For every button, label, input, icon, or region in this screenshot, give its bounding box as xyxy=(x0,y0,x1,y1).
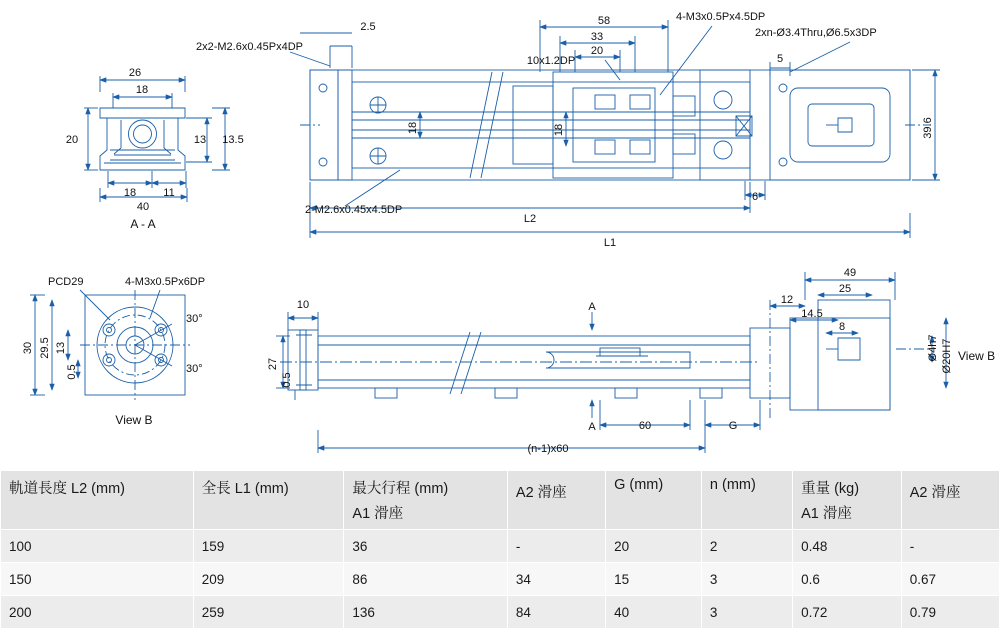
label-section-a-top: A xyxy=(588,301,596,313)
cell-stroke-a2: - xyxy=(507,530,605,563)
label-dim-18-carriage: 18 xyxy=(553,123,565,137)
label-section-aa: A - A xyxy=(130,217,156,231)
label-dim-l2: L2 xyxy=(523,213,537,225)
label-dim-60: 60 xyxy=(638,420,652,432)
label-angle-30-bot: 30° xyxy=(186,363,203,375)
cell-n: 3 xyxy=(701,596,792,629)
th-l1: 全長 L1 (mm) xyxy=(193,471,344,530)
label-dim-20: 20 xyxy=(65,134,79,146)
label-dia-4h7: Ø4h7 xyxy=(927,334,939,362)
label-dim-25: 25 xyxy=(838,283,852,295)
cell-stroke-a2: 84 xyxy=(507,596,605,629)
label-dim-5: 5 xyxy=(776,53,784,65)
label-dim-n1x60: (n-1)x60 xyxy=(527,443,569,455)
label-angle-30-top: 30° xyxy=(186,313,203,325)
table-row xyxy=(1,530,1000,563)
label-thread-2-m26: 2-M2.6x0.45x4.5DP xyxy=(305,204,403,216)
th-stroke-a1: 最大行程 (mm) A1 滑座 xyxy=(344,471,508,530)
label-view-b-right: View B xyxy=(958,349,996,363)
label-dim-10: 10 xyxy=(296,299,310,311)
label-dim-6: 6 xyxy=(751,191,759,203)
cell-weight-a1: 0.6 xyxy=(793,563,902,596)
cell-stroke-a1: 86 xyxy=(344,563,508,596)
label-dim-33: 33 xyxy=(590,31,604,43)
label-dim-29-5: 29.5 xyxy=(39,337,51,359)
label-dim-13-vb: 13 xyxy=(55,341,67,355)
cell-stroke-a2: 34 xyxy=(507,563,605,596)
cell-weight-a1: 0.48 xyxy=(793,530,902,563)
label-thread-2x2-m26: 2x2-M2.6x0.45Px4DP xyxy=(196,41,303,53)
cell-weight-a2: 0.67 xyxy=(901,563,999,596)
label-dim-18-bot: 18 xyxy=(123,187,137,199)
label-thread-2xn: 2xn-Ø3.4Thru,Ø6.5x3DP xyxy=(755,27,877,39)
specification-table-wrap xyxy=(0,470,1000,629)
cell-g: 20 xyxy=(606,530,702,563)
table-header-row xyxy=(1,471,1000,530)
label-dim-0-5: 0.5 xyxy=(281,372,293,388)
label-dim-l1: L1 xyxy=(603,237,617,249)
cell-l1: 159 xyxy=(193,530,344,563)
label-dim-g: G xyxy=(728,420,738,432)
label-dim-39-6: 39.6 xyxy=(922,117,934,139)
label-dim-0-5-vb: 0.5 xyxy=(66,364,78,380)
cell-l2: 150 xyxy=(1,563,194,596)
cell-stroke-a1: 36 xyxy=(344,530,508,563)
cell-g: 40 xyxy=(606,596,702,629)
label-dim-30: 30 xyxy=(22,341,34,355)
label-dim-13-5: 13.5 xyxy=(222,134,244,146)
th-weight-a1: 重量 (kg) A1 滑座 xyxy=(793,471,902,530)
cell-weight-a2: 0.79 xyxy=(901,596,999,629)
cell-weight-a1: 0.72 xyxy=(793,596,902,629)
label-dim-58: 58 xyxy=(597,15,611,27)
label-dim-13: 13 xyxy=(193,134,207,146)
specification-table xyxy=(0,470,1000,629)
th-n: n (mm) xyxy=(701,471,792,530)
cell-weight-a2: - xyxy=(901,530,999,563)
th-g: G (mm) xyxy=(606,471,702,530)
label-dim-18-top: 18 xyxy=(135,84,149,96)
table-row xyxy=(1,563,1000,596)
label-dim-11: 11 xyxy=(163,187,175,199)
label-dim-40: 40 xyxy=(136,201,150,213)
cell-n: 3 xyxy=(701,563,792,596)
label-dim-12: 12 xyxy=(780,294,794,306)
th-weight-a2: A2 滑座 xyxy=(901,471,999,530)
cell-l2: 100 xyxy=(1,530,194,563)
label-view-b: View B xyxy=(115,413,153,427)
table-row xyxy=(1,596,1000,629)
cell-l1: 259 xyxy=(193,596,344,629)
cell-l1: 209 xyxy=(193,563,344,596)
label-dim-2-5: 2.5 xyxy=(360,21,376,33)
label-pcd29: PCD29 xyxy=(48,276,84,288)
label-dim-20: 20 xyxy=(590,45,604,57)
label-dim-18-rail: 18 xyxy=(407,121,419,135)
label-thread-4-m3: 4-M3x0.5Px4.5DP xyxy=(676,11,766,23)
cell-g: 15 xyxy=(606,563,702,596)
label-dim-26: 26 xyxy=(128,67,142,79)
label-dia-20h7: Ø20H7 xyxy=(941,338,953,374)
label-dim-27: 27 xyxy=(267,357,279,371)
cell-n: 2 xyxy=(701,530,792,563)
label-dim-49: 49 xyxy=(843,267,857,279)
cell-l2: 200 xyxy=(1,596,194,629)
th-l2: 軌道長度 L2 (mm) xyxy=(1,471,194,530)
label-dim-14-5: 14.5 xyxy=(801,308,823,320)
th-stroke-a2: A2 滑座 xyxy=(507,471,605,530)
label-section-a-bot: A xyxy=(588,421,596,433)
label-thread-4-m3-6dp: 4-M3x0.5Px6DP xyxy=(125,276,206,288)
label-hole-10x12dp: 10x1.2DP xyxy=(526,55,576,67)
label-dim-8: 8 xyxy=(838,321,846,333)
cell-stroke-a1: 136 xyxy=(344,596,508,629)
